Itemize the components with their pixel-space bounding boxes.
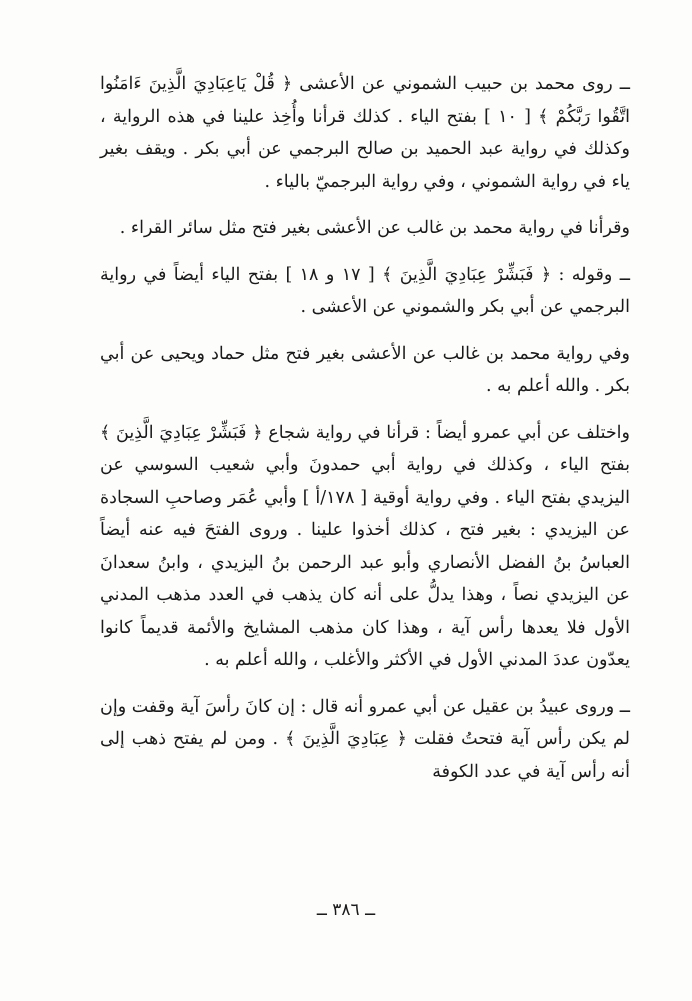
paragraph-4: وفي رواية محمد بن غالب عن الأعشى بغير فتح مثل حماد ويحيى عن أبي بكر . والله أعلم به . (100, 343, 630, 396)
paragraph-3: ــ وقوله : ﴿ فَبَشِّرْ عِبَادِيَ الَّذِينَ ﴾ [ ١٧ و ١٨ ] بفتح الياء أيضاً في رواية البرجمي عن أبي بكر والشموني عن الأعشى . (100, 264, 631, 317)
paragraph-1: ــ روى محمد بن حبيب الشموني عن الأعشى ﴿ قُلْ يَاعِبَادِيَ الَّذِينَ ءَامَنُوا اتَّقُوا رَبَّكُمْ ﴾ [ ١٠ ] بفتح الياء . كذلك قرأنا وأُخِذ علينا في هذه الرواية ، وكذلك في رواية عبد الحميد بن صالح البرجمي عن أبي بكر . ويقف بغير ياء في رواية الشموني ، وفي رواية البرجميّ بالياء . (100, 74, 630, 192)
page-number: ــ ٣٨٦ ــ (316, 900, 376, 920)
paragraph-2: وقرأنا في رواية محمد بن غالب عن الأعشى بغير فتح مثل سائر القراء . (119, 218, 630, 238)
page-body (100, 68, 630, 788)
paragraph-5: واختلف عن أبي عمرو أيضاً : قرأنا في رواية شجاع ﴿ فَبَشِّرْ عِبَادِيَ الَّذِينَ ﴾ بفتح الياء ، وكذلك في رواية أبي حمدونَ وأبي شعيب السوسي عن اليزيدي بفتح الياء . وفي رواية أوقية [ ١٧٨/أ ] وأبي عُمَر وصاحبِ السجادة عن اليزيدي : بغير فتح ، كذلك أخذوا علينا . وروى الفتحَ فيه عنه أيضاً العباسُ بنُ الفضل الأنصاري وأبو عبد الرحمن بنُ اليزيدي ، وابنُ سعدانَ عن اليزيدي نصاً ، وهذا يدلُّ على أنه كان يذهب في العدد مذهب المدني الأول فلا يعدها رأس آية ، وهذا كان مذهب المشايخ والأئمة قديماً كانوا يعدّون عددَ المدني الأول في الأكثر والأغلب ، والله أعلم به . (100, 422, 630, 670)
paragraph-6: ــ وروى عبيدُ بن عقيل عن أبي عمرو أنه قال : إن كانَ رأسَ آية وقفت وإن لم يكن رأس آية فتحتُ فقلت ﴿ عِبَادِيَ الَّذِينَ ﴾ . ومن لم يفتح ذهب إلى أنه رأس آية في عدد الكوفة (100, 696, 630, 782)
